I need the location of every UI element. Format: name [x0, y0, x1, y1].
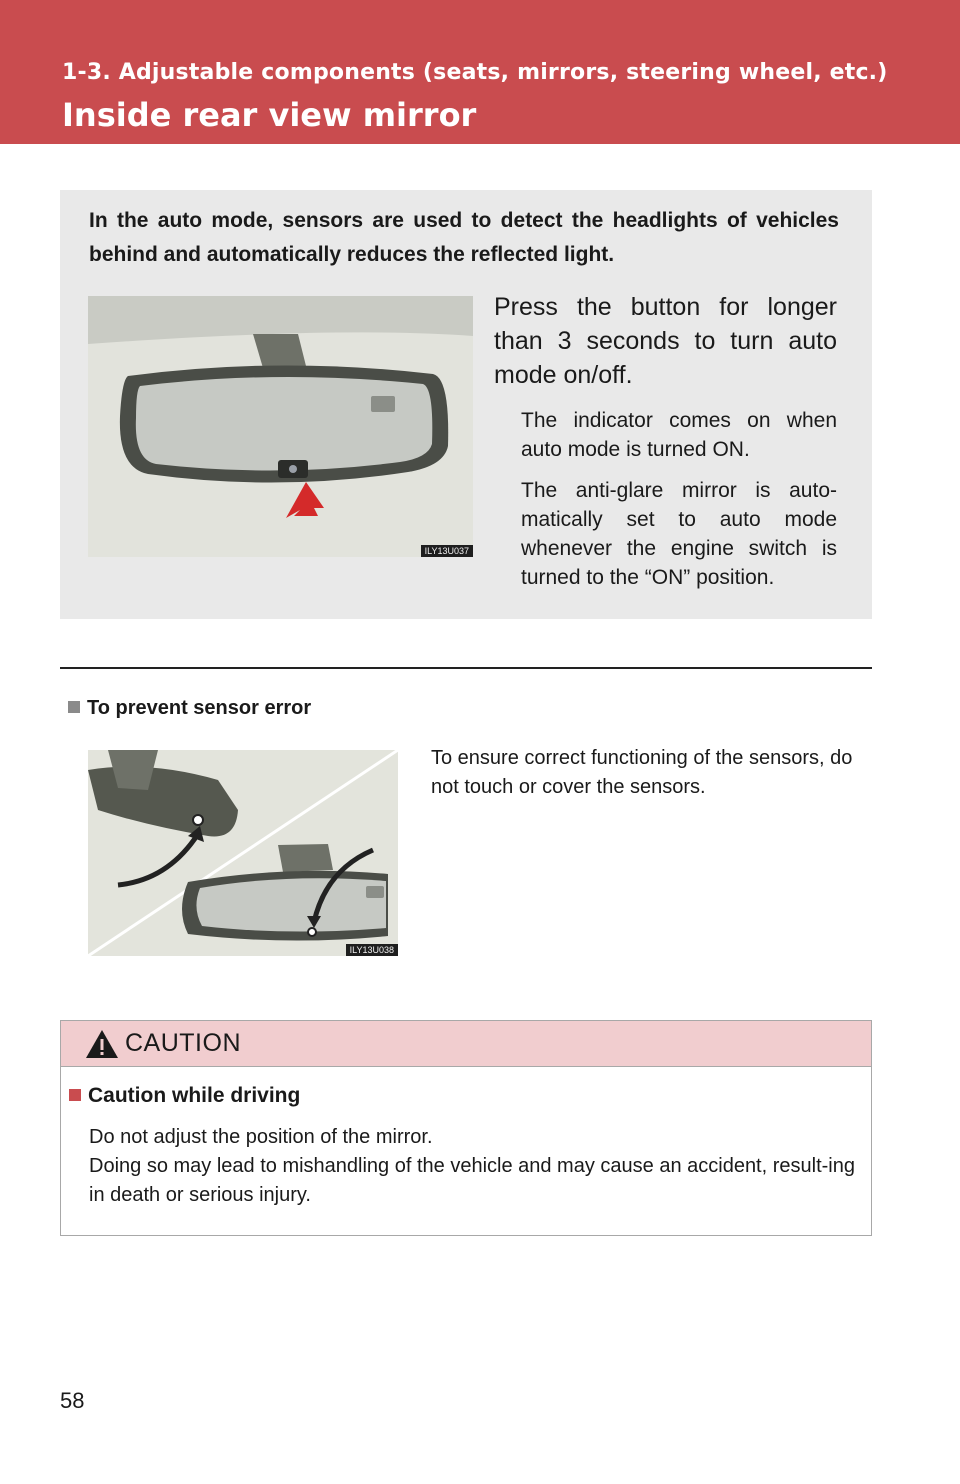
step-text: Press the button for longer than 3 seconds to turn auto mode on/off. [494, 293, 837, 389]
caution-body [89, 1123, 865, 1210]
page-number: 58 [60, 1388, 85, 1413]
caution-box [60, 1020, 872, 1236]
section-divider [60, 667, 872, 669]
figure-code: ILY13U037 [421, 545, 473, 557]
mirror-drawing [88, 296, 473, 557]
sensor-illustration [88, 750, 398, 956]
page-header [0, 0, 960, 144]
warning-triangle-icon [85, 1029, 119, 1059]
caution-heading: Caution while driving [69, 1084, 300, 1108]
sensor-text: To ensure correct functioning of the sensors, do not touch or cover the sensors. [431, 747, 853, 798]
mirror-illustration [88, 296, 473, 557]
sensor-heading: To prevent sensor error [68, 697, 311, 720]
caution-header [61, 1021, 871, 1067]
indicator-note: The indicator comes on when auto mode is turned ON. [521, 409, 837, 461]
sensor-drawing [88, 750, 398, 956]
section-label: 1-3. Adjustable components (seats, mirrors, steering wheel, etc.) [62, 60, 888, 85]
caution-line: Doing so may lead to mishandling of the vehicle and may cause an accident, result-ing in death or serious injury. [89, 1155, 855, 1206]
page-title: Inside rear view mirror [62, 96, 477, 134]
intro-text: In the auto mode, sensors are used to detect the headlights of vehicles behind and automatically reduces the reflected light. [89, 209, 839, 266]
figure-code: ILY13U038 [346, 944, 398, 956]
caution-line: Do not adjust the position of the mirror. [89, 1126, 433, 1148]
bullet-square-icon [68, 701, 80, 713]
caution-label: CAUTION [125, 1029, 241, 1057]
bullet-square-icon [69, 1089, 81, 1101]
auto-mode-note: The anti-glare mirror is auto-matically set to auto mode whenever the engine switch is turned to the “ON” position. [521, 479, 837, 589]
intro-box [60, 190, 872, 619]
